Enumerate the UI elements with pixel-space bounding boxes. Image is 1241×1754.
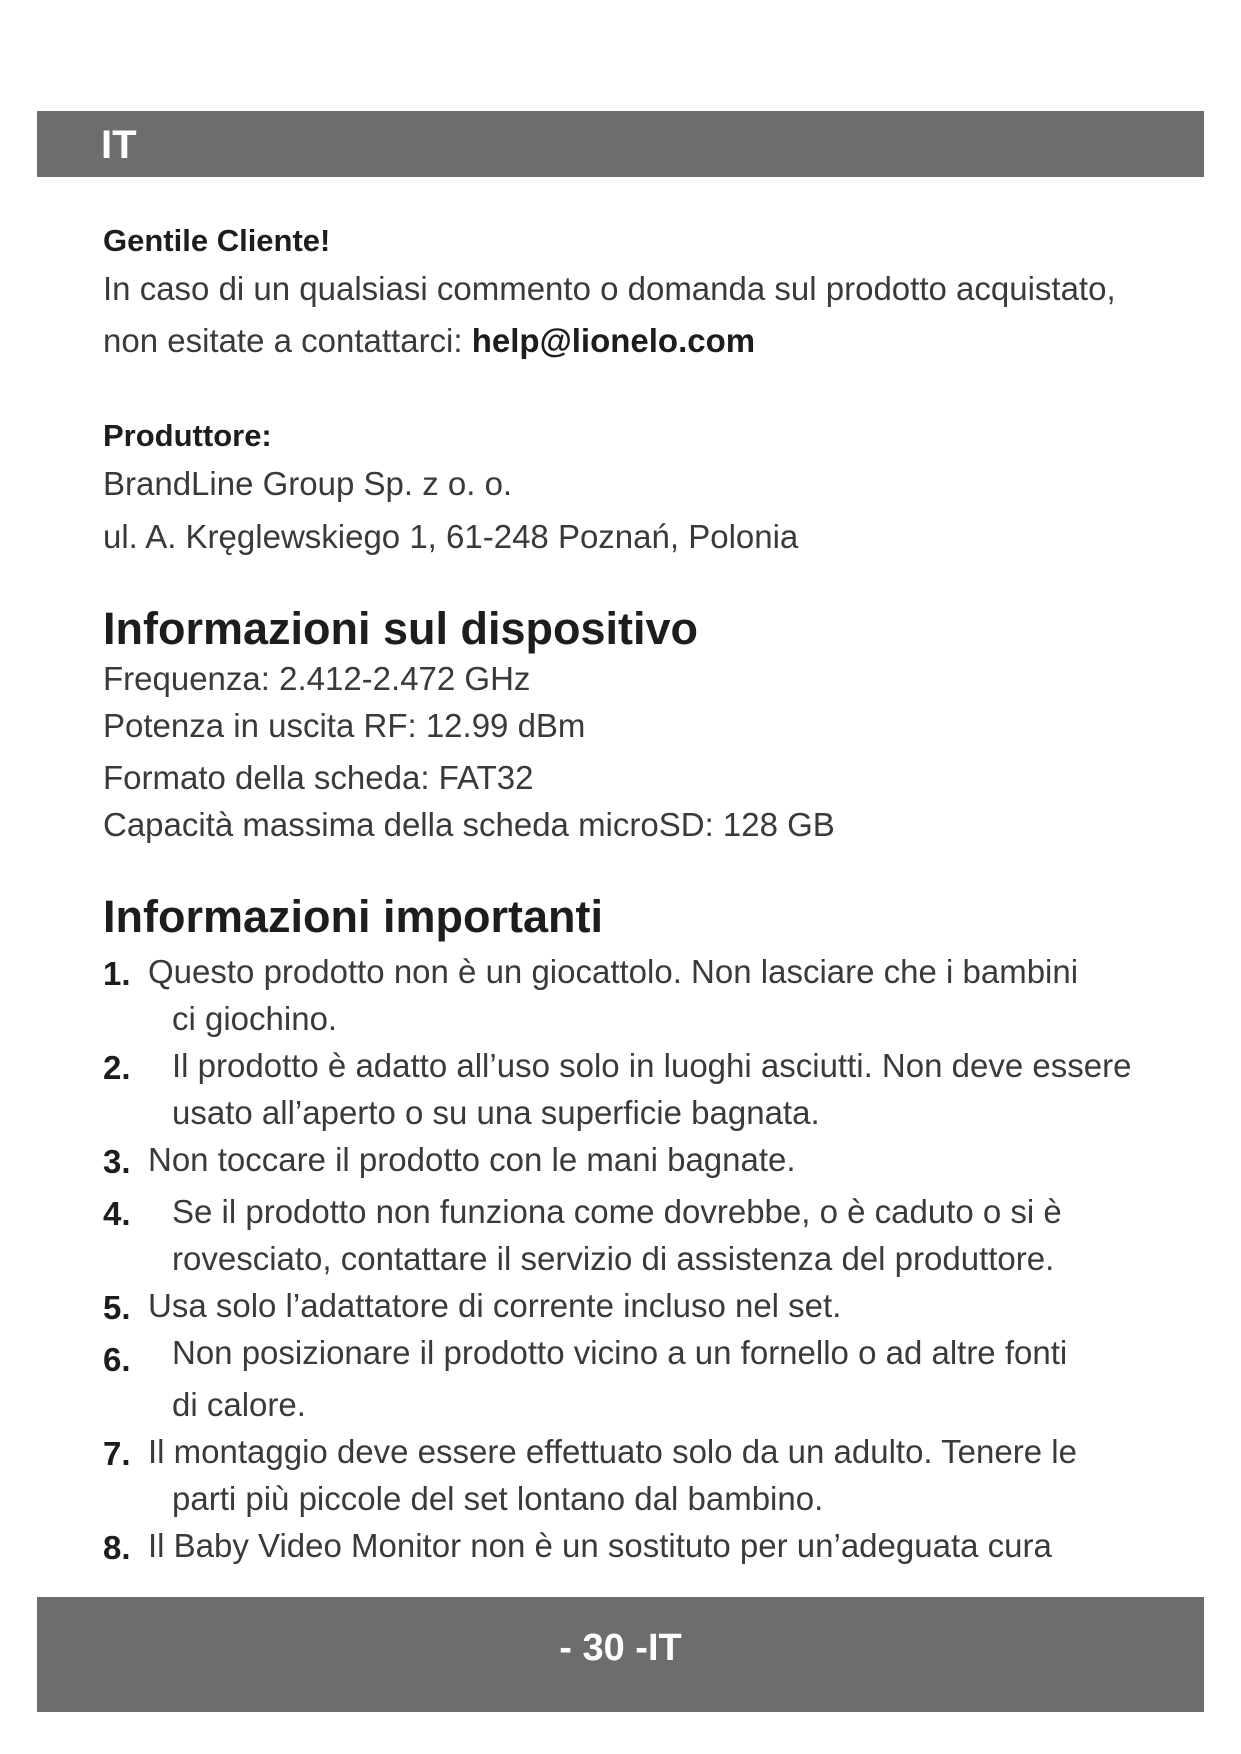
footer-bar xyxy=(37,1597,1204,1712)
list-item-text: Se il prodotto non funziona come dovrebbe, o è caduto o si è xyxy=(172,1193,1062,1230)
list-item-text: Questo prodotto non è un giocattolo. Non lasciare che i bambini xyxy=(148,953,1079,990)
list-item-text: Il Baby Video Monitor non è un sostituto per un’adeguata cura xyxy=(148,1527,1052,1564)
list-item-text: usato all’aperto o su una superficie bagnata. xyxy=(172,1094,820,1131)
list-item-text: Non toccare il prodotto con le mani bagnate. xyxy=(148,1141,796,1178)
list-item-text: di calore. xyxy=(172,1386,306,1423)
manufacturer-name: BrandLine Group Sp. z o. o. xyxy=(103,465,513,502)
device-info-line: Capacità massima della scheda microSD: 128 GB xyxy=(103,806,835,843)
list-item-number: 3. xyxy=(103,1143,131,1180)
device-info-line: Frequenza: 2.412-2.472 GHz xyxy=(103,660,531,697)
manufacturer-title: Produttore: xyxy=(103,418,272,453)
language-code: IT xyxy=(101,123,137,167)
list-item-number: 2. xyxy=(103,1049,131,1086)
list-item-number: 5. xyxy=(103,1289,131,1326)
list-item-number: 7. xyxy=(103,1435,131,1472)
contact-text: non esitate a contattarci: xyxy=(103,322,472,359)
list-item-number: 4. xyxy=(103,1195,131,1232)
list-item-number: 6. xyxy=(103,1341,131,1378)
list-item-text: Non posizionare il prodotto vicino a un fornello o ad altre fonti xyxy=(172,1334,1068,1371)
list-item-text: Usa solo l’adattatore di corrente incluso nel set. xyxy=(148,1287,842,1324)
page-number: - 30 -IT xyxy=(559,1627,682,1669)
list-item-number: 1. xyxy=(103,955,131,992)
greeting-line-1: In caso di un qualsiasi commento o domanda sul prodotto acquistato, xyxy=(103,270,1116,307)
manufacturer-address: ul. A. Kręglewskiego 1, 61-248 Poznań, Polonia xyxy=(103,518,799,555)
header-bar xyxy=(37,111,1204,177)
greeting-line-2 xyxy=(103,322,755,360)
list-item-text: Il prodotto è adatto all’uso solo in luoghi asciutti. Non deve essere xyxy=(172,1047,1132,1084)
important-info-heading: Informazioni importanti xyxy=(103,891,603,942)
list-item-text: Il montaggio deve essere effettuato solo da un adulto. Tenere le xyxy=(148,1433,1077,1470)
device-info-line: Potenza in uscita RF: 12.99 dBm xyxy=(103,707,586,744)
device-info-line: Formato della scheda: FAT32 xyxy=(103,759,534,796)
list-item-number: 8. xyxy=(103,1529,131,1566)
list-item-text: parti più piccole del set lontano dal bambino. xyxy=(172,1480,824,1517)
list-item-text: rovesciato, contattare il servizio di assistenza del produttore. xyxy=(172,1240,1055,1277)
list-item-text: ci giochino. xyxy=(172,1000,338,1037)
greeting-title: Gentile Cliente! xyxy=(103,223,331,258)
support-email-link[interactable]: help@lionelo.com xyxy=(471,322,756,359)
device-info-heading: Informazioni sul dispositivo xyxy=(103,603,699,654)
